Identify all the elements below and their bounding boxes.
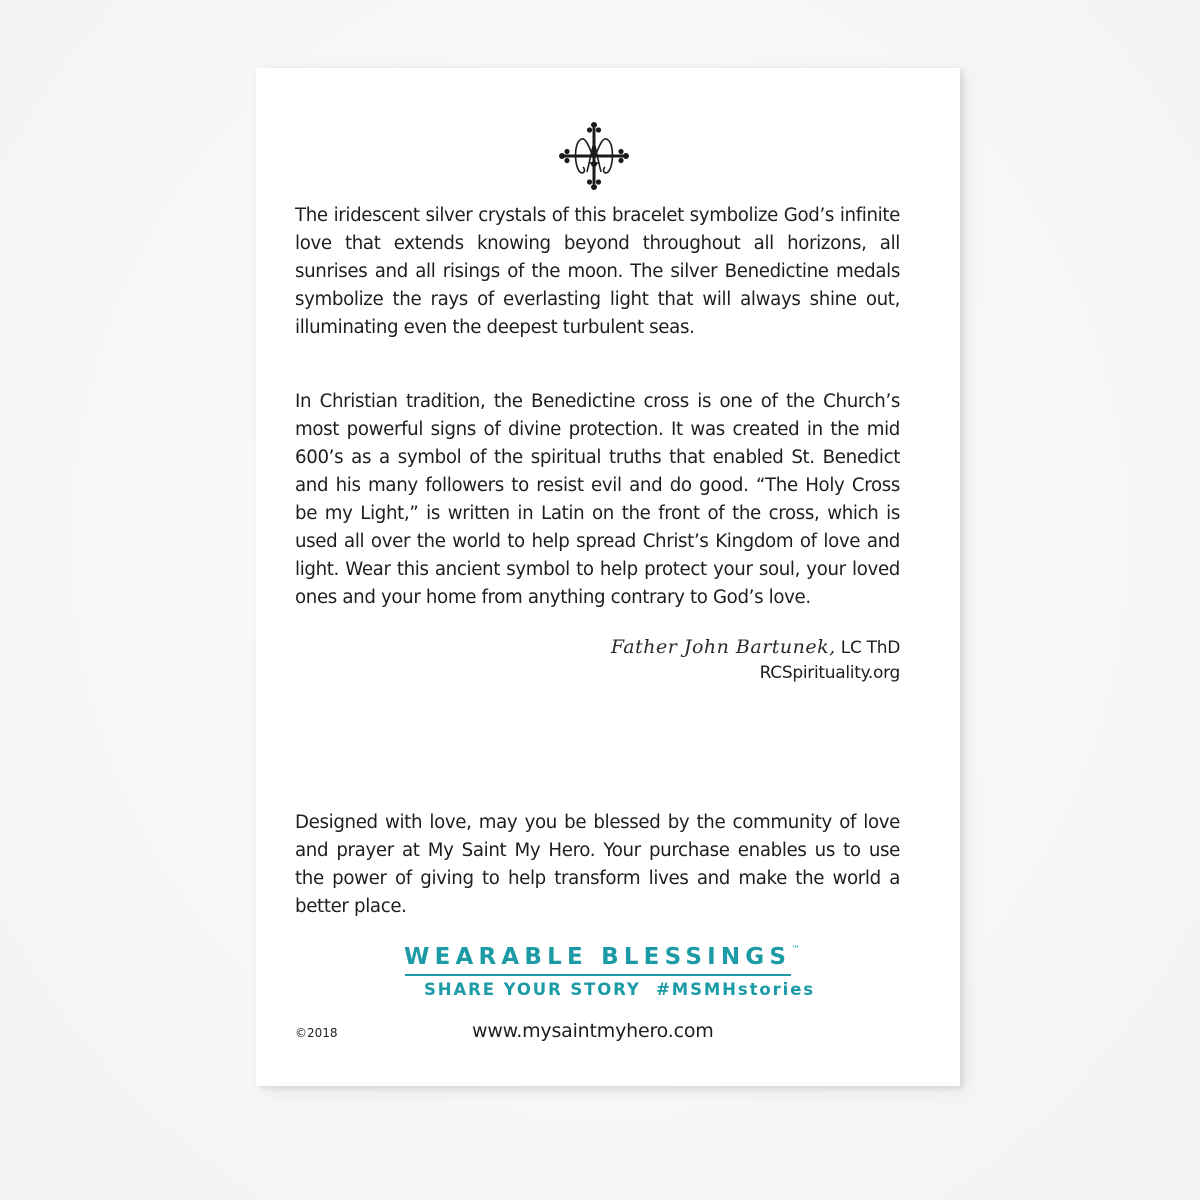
brand-title-text: WEARABLE BLESSINGS bbox=[404, 944, 792, 970]
auspice-maria-cross-icon bbox=[558, 120, 630, 192]
brand-block bbox=[404, 934, 824, 1004]
brand-title bbox=[404, 934, 824, 973]
signature-website: RCSpirituality.org bbox=[759, 663, 900, 683]
paragraph-benedictine-cross: In Christian tradition, the Benedictine cross is one of the Church’s most powerful signs of divine protection. It was created in the mid 600’s as a symbol of the spiritual truths that enabled St. Benedict and his many followers to resist evil and do good. “The Holy Cross be my Light,” is written in Latin on the front of the cross, which is used all over the world to help spread Christ’s Kingdom of love and light. Wear this ancient symbol to help protect your soul, your loved ones and your home from anything contrary to God’s love. bbox=[295, 391, 900, 608]
signature-credentials: LC ThD bbox=[835, 638, 900, 658]
trademark-symbol: ™ bbox=[791, 945, 801, 955]
signature-name: Father John Bartunek, bbox=[610, 636, 836, 658]
signature-line bbox=[560, 634, 900, 661]
website-url: www.mysaintmyhero.com bbox=[472, 1020, 714, 1042]
paragraph-closing: Designed with love, may you be blessed by the community of love and prayer at My Saint My Hero. Your purchase enables us to use the power of giving to help transform lives and make the world a better place. bbox=[295, 812, 900, 917]
paragraph-crystals-meaning: The iridescent silver crystals of this bracelet symbolize God’s infinite love that extends knowing beyond throughout all horizons, all sunrises and all risings of the moon. The silver Benedictine medals symbolize the rays of everlasting light that will always shine out, illuminating even the deepest turbulent seas. bbox=[295, 205, 900, 338]
signature-block bbox=[560, 634, 900, 685]
brand-tagline: SHARE YOUR STORY #MSMHstories bbox=[424, 980, 816, 999]
copyright-notice: ©2018 bbox=[295, 1026, 338, 1040]
